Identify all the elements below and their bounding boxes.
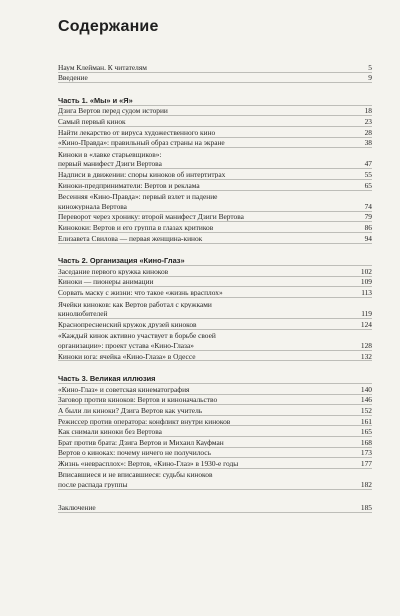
toc-entry-page: 55 [364, 170, 372, 180]
toc-entry [58, 138, 372, 149]
section-gap [58, 361, 372, 373]
toc-entry-title: после распада группы [58, 481, 128, 489]
toc-entry-page: 146 [360, 395, 372, 405]
toc-entry [58, 266, 372, 277]
toc-entry-title: Ячейки киноков: как Вертов работал с кружками [58, 300, 212, 308]
toc-entry-page: 47 [364, 159, 372, 169]
section-gap [58, 83, 372, 95]
toc-entry [58, 159, 372, 170]
toc-entry-page: 177 [360, 458, 372, 468]
toc-entry-page: 102 [360, 266, 372, 276]
toc-entry-title: Надписи в движении: споры киноков об интертитрах [58, 171, 226, 179]
toc-entry [58, 458, 372, 469]
toc-entry [58, 351, 372, 362]
toc-entry [58, 277, 372, 288]
toc-entry-title: Сорвать маску с жизни: что такое «жизнь врасплох» [58, 288, 223, 297]
toc-entry [58, 319, 372, 330]
toc-entry-title: «Кино-Глаз» и советская кинематография [58, 385, 190, 394]
toc-entry-title: Как снимали киноки без Вертова [58, 428, 162, 436]
toc-list [58, 62, 372, 513]
toc-entry [58, 308, 372, 319]
toc-entry-page: 113 [361, 287, 372, 297]
toc-entry [58, 212, 372, 223]
toc-entry-title: Заседание первого кружка киноков [58, 267, 169, 276]
toc-entry [58, 106, 372, 117]
toc-entry-title: Краснопресненский кружок друзей киноков [58, 320, 197, 329]
toc-entry [58, 384, 372, 395]
toc-entry [58, 148, 372, 159]
toc-entry-page: 124 [360, 319, 372, 329]
toc-entry-page: 94 [364, 233, 372, 243]
toc-entry-page: 74 [364, 201, 372, 211]
toc-entry-title: Вертов о киноках: почему ничего не получилось [58, 449, 211, 457]
part-heading: Часть 1. «Мы» и «Я» [58, 95, 372, 106]
toc-entry-title: Кинококи: Вертов и его группа в глазах критиков [58, 224, 214, 232]
section-gap [58, 490, 372, 502]
toc-entry-title: Киноки-предприниматели: Вертов и реклама [58, 181, 200, 190]
toc-entry-page: 161 [360, 416, 372, 426]
toc-entry-title: Введение [58, 74, 88, 82]
section-gap [58, 244, 372, 256]
toc-entry-title: Переворот через хронику: второй манифест Дзиги Вертова [58, 213, 244, 221]
toc-entry-page: 23 [364, 117, 372, 127]
toc-entry [58, 201, 372, 212]
page-title: Содержание [58, 18, 159, 35]
toc-entry [58, 233, 372, 244]
toc-entry-page: 86 [364, 223, 372, 232]
toc-entry [58, 502, 372, 513]
toc-entry [58, 330, 372, 341]
toc-entry-page: 182 [360, 480, 372, 490]
toc-entry-page: 28 [364, 127, 372, 137]
toc-entry-title: Жизнь «неврасплох»: Вертов, «Кино-Глаз» в 1930-е годы [58, 459, 239, 468]
toc-entry-page: 132 [360, 351, 372, 361]
part-heading: Часть 3. Великая иллюзия [58, 373, 372, 384]
toc-entry [58, 405, 372, 416]
toc-entry [58, 222, 372, 233]
toc-entry [58, 479, 372, 490]
toc-entry-page: 65 [364, 180, 372, 190]
toc-entry [58, 287, 372, 298]
toc-entry-title: киножурнала Вертова [58, 202, 127, 211]
toc-entry [58, 127, 372, 138]
toc-entry-title: Наум Клейман. К читателям [58, 63, 147, 72]
toc-entry-page: 79 [364, 212, 372, 222]
toc-entry-title: первый манифест Дзиги Вертова [58, 160, 162, 168]
toc-entry [58, 73, 372, 84]
toc-entry [58, 298, 372, 309]
toc-entry-title: Киноки — пионеры анимации [58, 278, 154, 286]
toc-entry [58, 469, 372, 480]
toc-entry-title: Найти лекарство от вируса художественного кино [58, 128, 216, 137]
toc-entry [58, 395, 372, 406]
toc-entry-page: 168 [360, 437, 372, 447]
toc-entry-page: 38 [364, 138, 372, 148]
toc-entry-title: кинолюбителей [58, 310, 108, 318]
toc-entry-title: Елизавета Свилова — первая женщина-кинок [58, 234, 203, 242]
toc-entry-title: Брат против брата: Дзига Вертов и Михаил Кауфман [58, 438, 224, 447]
toc-entry-title: Киноки в «лавке старьевщиков»: [58, 150, 162, 159]
toc-entry-page: 185 [360, 502, 372, 512]
toc-entry [58, 416, 372, 427]
toc-entry-title: Заговор против киноков: Вертов и киноначальство [58, 396, 218, 404]
toc-entry-page: 9 [368, 73, 372, 83]
toc-entry-title: Заключение [58, 503, 96, 512]
toc-entry-page: 165 [360, 427, 372, 437]
toc-entry [58, 180, 372, 191]
toc-entry-page: 128 [360, 340, 372, 350]
part-heading: Часть 2. Организация «Кино-Глаз» [58, 256, 372, 267]
toc-entry-title: организации»: проект устава «Кино-Глаза» [58, 341, 194, 350]
toc-entry-title: Весенняя «Кино-Правда»: первый взлет и падение [58, 193, 218, 201]
toc-entry-page: 152 [360, 405, 372, 415]
toc-entry-title: Вписавшиеся и не вписавшиеся: судьбы киноков [58, 471, 213, 479]
toc-entry-title: «Каждый кинок активно участвует в борьбе своей [58, 332, 216, 340]
toc-entry-page: 119 [361, 309, 372, 319]
toc-entry-title: А были ли киноки? Дзига Вертов как учитель [58, 406, 203, 415]
toc-entry-title: Режиссер против оператора: конфликт внутри киноков [58, 417, 231, 425]
toc-entry [58, 340, 372, 351]
toc-entry [58, 437, 372, 448]
toc-entry [58, 426, 372, 437]
toc-entry-title: Киноки юга: ячейка «Кино-Глаза» в Одессе [58, 352, 196, 360]
toc-entry [58, 169, 372, 180]
toc-entry [58, 191, 372, 202]
toc-entry-title: Самый первый кинок [58, 118, 126, 126]
toc-entry-page: 140 [360, 384, 372, 394]
toc-entry-page: 109 [360, 277, 372, 287]
toc-entry-title: Дзига Вертов перед судом истории [58, 107, 168, 115]
toc-entry-page: 173 [360, 448, 372, 458]
toc-entry-title: «Кино-Правда»: правильный образ страны на экране [58, 139, 225, 147]
toc-entry-page: 18 [364, 106, 372, 116]
toc-entry [58, 116, 372, 127]
toc-entry-page: 5 [368, 62, 372, 72]
toc-entry [58, 62, 372, 73]
toc-entry [58, 448, 372, 459]
